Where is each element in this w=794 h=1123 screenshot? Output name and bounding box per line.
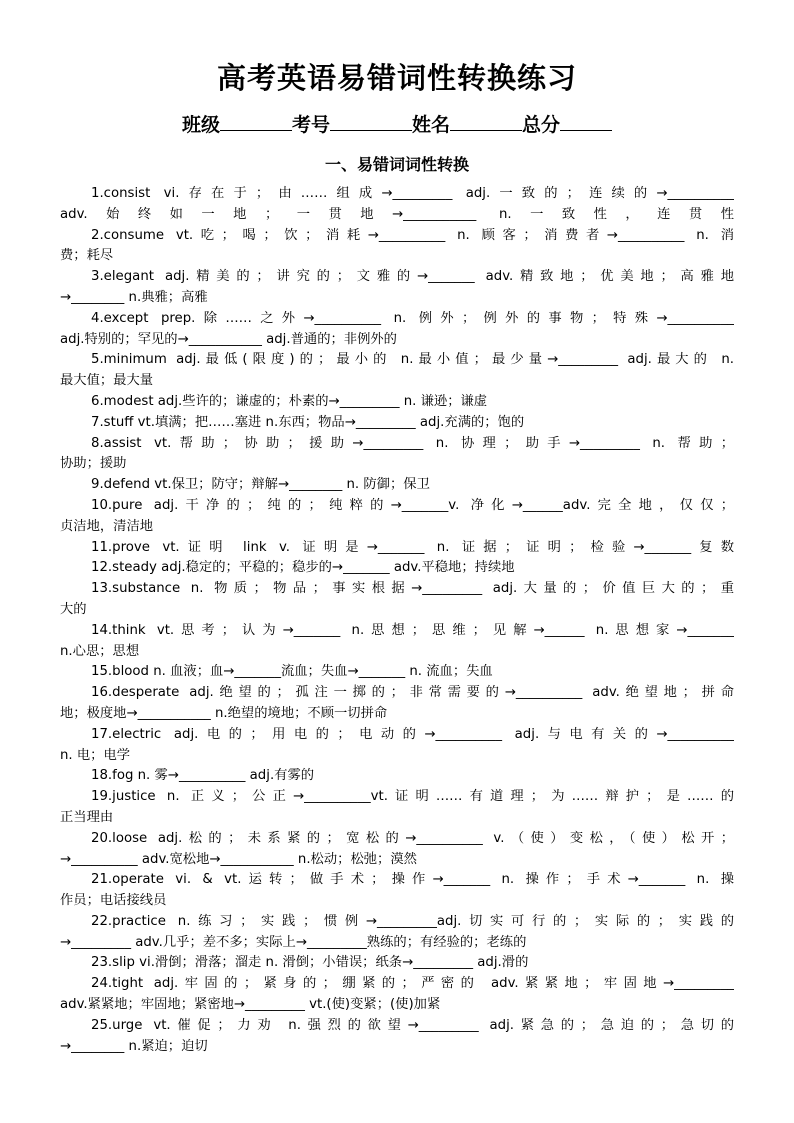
exercise-line: 2.consume vt.吃；喝；饮；消耗→__________ n. 顾客；消费者→__________ n. 消 [91,227,734,243]
exercise-line: 3.elegant adj.精美的；讲究的；文雅的→_______ adv.精致地；优美地；高雅地 [91,269,734,285]
exercise-line: n. 电；电学 [60,747,131,763]
exercise-line: 11.prove vt.证明 link v. 证明是→_______ n. 证据；证明；检验→_______复数 [91,539,734,555]
exercise-line: 6.modest adj.些许的；谦虚的；朴素的→_________ n. 谦逊；谦虚 [91,393,488,409]
exercise-line: 13.substance n. 物质；物品；事实根据→_________ adj.大量的；价值巨大的；重 [91,581,734,597]
exercise-line: 作员；电话接线员 [60,893,167,909]
exercise-line: n.心思；思想 [60,643,140,659]
exercise-line: 21.operate vi. & vt.运转；做手术；操作→_______ n. 操作；手术→_______ n. 操 [91,872,734,888]
exercise-line: 20.loose adj.松的；未系紧的；宽松的→__________ v.（使）变松，（使）松开； [91,830,734,846]
exercise-list [60,184,734,1057]
exercise-line: 24.tight adj.牢固的；紧身的；绷紧的；严密的 adv.紧紧地；牢固地→_________ [91,976,734,992]
exercise-line: 18.fog n. 雾→__________ adj.有雾的 [91,768,315,784]
exercise-line: 1.consist vi.存在于；由……组成→_________ adj.一致的；连续的→__________ [91,186,734,201]
exam-no-blank [330,110,412,131]
exercise-line: 10.pure adj.干净的；纯的；纯粹的→_______v. 净化→______adv.完全地，仅仅； [91,497,734,513]
section-heading: 一、易错词词性转换 [324,155,469,174]
exercise-line: 25.urge vt.催促；力劝 n.强烈的欲望→_________ adj.紧急的；急迫的；急切的 [91,1017,734,1033]
class-blank [220,110,292,131]
exercise-line: 5.minimum adj.最低(限度)的；最小的 n.最小值；最少量→_________ adj.最大的 n. [91,352,734,368]
exercise-line: →__________ adv.宽松地→___________ n.松动；松弛；漠然 [60,851,417,867]
exercise-line: →_________ adv.几乎；差不多；实际上→_________熟练的；有经验的；老练的 [60,934,527,950]
score-label: 总分 [522,114,561,136]
exercise-line: 17.electric adj.电的；用电的；电动的→__________ adj.与电有关的→__________ [91,726,734,742]
page-title: 高考英语易错词性转换练习 [216,61,577,95]
score-blank [560,110,612,131]
name-label: 姓名 [412,114,451,136]
exercise-line: 费；耗尽 [60,248,114,264]
exercise-line: 14.think vt.思考；认为→_______ n.思想；思维；见解→______ n.思想家→_______ [91,622,734,638]
exercise-line: adv.紧紧地；牢固地；紧密地→_________ vt.(使)变紧；(使)加紧 [60,997,441,1013]
exercise-line: adj.特别的；罕见的→___________ adj.普通的；非例外的 [60,331,397,347]
exercise-line: 正当理由 [60,809,114,825]
exercise-line: 7.stuff vt.填满；把……塞进 n.东西；物品→_________ adj.充满的；饱的 [91,414,525,430]
exercise-line: adv.始终如一地；一贯地→___________ n.一致性，连贯性 [60,206,734,222]
exercise-line: 地；极度地→___________ n.绝望的境地；不顾一切拼命 [60,705,388,721]
exercise-line: 19.justice n. 正义；公正→__________vt.证明……有道理；为……辩护；是……的 [91,789,734,805]
exercise-line: 12.steady adj.稳定的；平稳的；稳步的→_______ adv.平稳地；持续地 [91,560,515,576]
exercise-line: 协助；援助 [60,456,127,472]
student-info-line [0,110,794,137]
exercise-line: 4.except prep.除……之外→__________ n. 例外；例外的事物；特殊→__________ [91,310,734,326]
exercise-line: 23.slip vi.滑倒；滑落；溜走 n. 滑倒；小错误；纸条→_________ adj.滑的 [91,955,529,971]
exercise-line: 大的 [60,601,87,617]
exercise-line: →________ n.紧迫；迫切 [60,1038,208,1054]
exercise-line: 16.desperate adj.绝望的；孤注一掷的；非常需要的→__________ adv.绝望地；拼命 [91,685,734,701]
class-label: 班级 [181,114,220,136]
exercise-line: 22.practice n.练习；实践；惯例→_________adj.切实可行的；实际的；实践的 [91,913,734,929]
exercise-line: 15.blood n. 血液；血→_______流血；失血→_______ n. 流血；失血 [91,664,493,680]
name-blank [450,110,522,131]
exercise-line: 贞洁地，清洁地 [60,518,154,534]
exercise-line: 9.defend vt.保卫；防守；辩解→________ n. 防御；保卫 [91,477,430,493]
exercise-line: 最大值；最大量 [60,373,154,389]
exercise-line: →________ n.典雅；高雅 [60,289,208,305]
exam-no-label: 考号 [291,114,330,136]
exercise-line: 8.assist vt.帮助；协助；援助→_________ n. 协理；助手→_________ n. 帮助； [91,435,734,451]
